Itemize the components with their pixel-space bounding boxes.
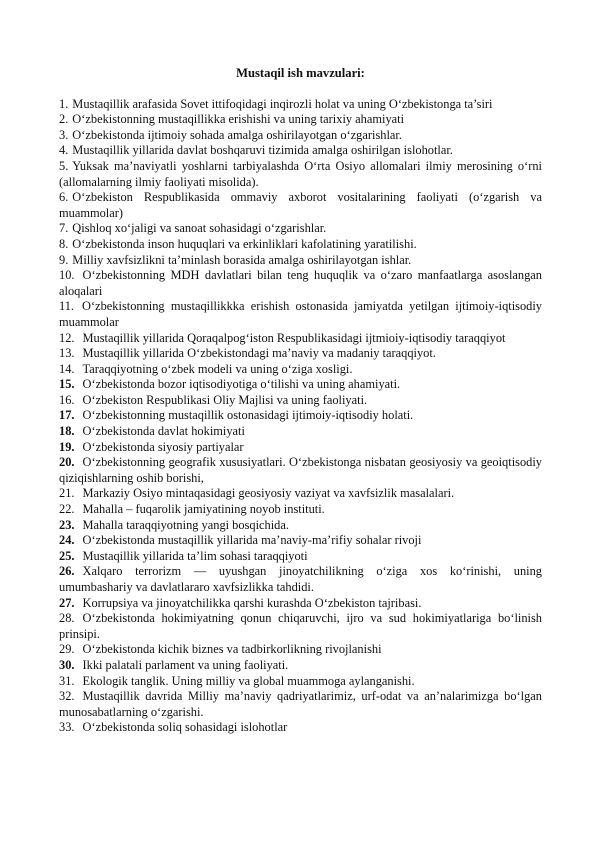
list-item — [59, 440, 542, 456]
list-item — [59, 533, 542, 549]
list-item — [59, 190, 542, 221]
item-number: 7. — [59, 221, 69, 236]
item-text: Qishloq xo‘jaligi va sanoat sohasidagi o‘zgarishlar. — [72, 221, 327, 236]
item-text: Taraqqiyotning o‘zbek modeli va uning o‘ziga xosligi. — [82, 361, 353, 376]
item-number: 3. — [59, 127, 69, 142]
list-item — [59, 611, 542, 642]
item-number: 2. — [59, 112, 69, 127]
item-text: O‘zbekistonda davlat hokimiyati — [82, 424, 245, 439]
item-number: 11. — [59, 299, 75, 314]
item-text: Mustaqillik yillarida Qoraqalpog‘iston Respublikasidagi ijtmioiy-iqtisodiy taraqqiyot — [82, 330, 506, 345]
item-number: 31. — [59, 673, 75, 688]
item-number: 32. — [59, 689, 75, 704]
topic-list — [59, 97, 542, 736]
item-text: Mustaqillik arafasida Sovet ittifoqidagi inqirozli holat va uning O‘zbekistonga ta’siri — [72, 96, 493, 111]
list-item — [59, 424, 542, 440]
item-number: 23. — [59, 517, 75, 532]
item-number: 10. — [59, 268, 75, 283]
list-item — [59, 393, 542, 409]
list-item — [59, 159, 542, 190]
item-text: Mustaqillik yillarida O‘zbekistondagi ma’naviy va madaniy taraqqiyot. — [82, 346, 436, 361]
item-text: O‘zbekistonning mustaqillik ostonasidagi ijtimoiy-iqtisodiy holati. — [82, 408, 414, 423]
item-number: 8. — [59, 236, 69, 251]
list-item — [59, 331, 542, 347]
list-item — [59, 502, 542, 518]
item-number: 15. — [59, 377, 75, 392]
item-text: Yuksak ma’naviyatli yoshlarni tarbiyalashda O‘rta Osiyo allomalari ilmiy merosining o‘rni (allomalarning ilmiy faoliyati misolida). — [59, 158, 542, 189]
list-item — [59, 268, 542, 299]
item-number: 12. — [59, 330, 75, 345]
item-text: O‘zbekistonda inson huquqlari va erkinliklari kafolatining yaratilishi. — [72, 236, 417, 251]
item-number: 9. — [59, 252, 69, 267]
item-text: O‘zbekistonning mustaqillikka erishishi va uning tarixiy ahamiyati — [72, 112, 405, 127]
item-text: O‘zbekistonning mustaqillikkka erishish ostonasida jamiyatda yetilgan ijtimoiy-iqtisodiy muammolar — [59, 299, 542, 329]
list-item — [59, 518, 542, 534]
item-number: 16. — [59, 392, 75, 407]
item-number: 18. — [59, 424, 75, 439]
list-item — [59, 689, 542, 720]
item-number: 21. — [59, 486, 75, 501]
item-text: O‘zbekistonda ijtimoiy sohada amalga oshirilayotgan o‘zgarishlar. — [72, 127, 402, 142]
item-number: 5. — [59, 158, 69, 173]
list-item — [59, 455, 542, 486]
item-number: 28. — [59, 611, 75, 626]
page-title: Mustaqil ish mavzulari: — [236, 66, 365, 80]
item-number: 4. — [59, 143, 69, 158]
list-item — [59, 143, 542, 159]
list-item — [59, 377, 542, 393]
list-item — [59, 486, 542, 502]
item-number: 33. — [59, 720, 75, 735]
item-text: O‘zbekiston Respublikasida ommaviy axborot vositalarining faoliyati (o‘zgarish va muammolar) — [59, 190, 542, 220]
item-text: O‘zbekistonda kichik biznes va tadbirkorlikning rivojlanishi — [82, 642, 382, 657]
item-text: Mahalla – fuqarolik jamiyatining noyob instituti. — [82, 502, 325, 517]
item-number: 19. — [59, 439, 75, 454]
item-text: O‘zbekistonda mustaqillik yillarida ma’naviy-ma’rifiy sohalar rivoji — [82, 533, 422, 548]
item-number: 25. — [59, 548, 75, 563]
item-text: O‘zbekistonning MDH davlatlari bilan teng huquqlik va o‘zaro manfaatlarga asoslangan aloqalari — [59, 268, 542, 298]
list-item — [59, 299, 542, 330]
item-text: Ikki palatali parlament va uning faoliyati. — [82, 657, 289, 672]
item-text: Milliy xavfsizlikni ta’minlash borasida amalga oshirilayotgan ishlar. — [72, 252, 412, 267]
item-text: O‘zbekiston Respublikasi Oliy Majlisi va uning faoliyati. — [82, 392, 368, 407]
item-number: 13. — [59, 346, 75, 361]
item-number: 30. — [59, 657, 75, 672]
list-item — [59, 253, 542, 269]
list-item — [59, 674, 542, 690]
document-page — [59, 66, 542, 736]
list-item — [59, 658, 542, 674]
item-number: 14. — [59, 361, 75, 376]
item-number: 6. — [59, 190, 69, 205]
item-text: Mustaqillik davrida Milliy ma’naviy qadriyatlarimiz, urf-odat va an’nalarimizga bo‘lgan munosabatlarning o‘zgarishi. — [59, 689, 542, 719]
item-text: O‘zbekistonda hokimiyatning qonun chiqaruvchi, ijro va sud hokimiyatlariga bo‘linish prinsipi. — [59, 611, 542, 641]
list-item — [59, 97, 542, 113]
item-number: 1. — [59, 96, 69, 111]
item-number: 22. — [59, 502, 75, 517]
item-text: Mahalla taraqqiyotning yangi bosqichida. — [82, 517, 289, 532]
item-text: Ekologik tanglik. Uning milliy va global muammoga aylanganishi. — [82, 673, 415, 688]
item-number: 24. — [59, 533, 75, 548]
item-text: O‘zbekistonning geografik xususiyatlari. O‘zbekistonga nisbatan geosiyosiy va geoiqtisodiy qiziqishlarning oshib borishi, — [59, 455, 542, 485]
list-item — [59, 221, 542, 237]
list-item — [59, 549, 542, 565]
item-text: Mustaqillik yillarida ta’lim sohasi taraqqiyoti — [82, 548, 308, 563]
item-text: Mustaqillik yillarida davlat boshqaruvi tizimida amalga oshirilgan islohotlar. — [72, 143, 453, 158]
item-number: 20. — [59, 455, 75, 470]
item-text: O‘zbekistonda bozor iqtisodiyotiga o‘tilishi va uning ahamiyati. — [82, 377, 401, 392]
list-item — [59, 112, 542, 128]
list-item — [59, 642, 542, 658]
item-text: Markaziy Osiyo mintaqasidagi geosiyosiy vaziyat va xavfsizlik masalalari. — [82, 486, 455, 501]
list-item — [59, 596, 542, 612]
list-item — [59, 408, 542, 424]
item-text: Xalqaro terrorizm — uyushgan jinoyatchilikning o‘ziga xos ko‘rinishi, uning umumbashariy va davlatlararo xavfsizlikka tahdidi. — [59, 564, 542, 594]
list-item — [59, 128, 542, 144]
list-item — [59, 720, 542, 736]
list-item — [59, 237, 542, 253]
list-item — [59, 564, 542, 595]
item-number: 17. — [59, 408, 75, 423]
item-text: O‘zbekistonda soliq sohasidagi islohotlar — [82, 720, 288, 735]
item-text: O‘zbekistonda siyosiy partiyalar — [82, 439, 244, 454]
item-number: 27. — [59, 595, 75, 610]
item-number: 26. — [59, 564, 75, 579]
item-number: 29. — [59, 642, 75, 657]
item-text: Korrupsiya va jinoyatchilikka qarshi kurashda O‘zbekiston tajribasi. — [82, 595, 422, 610]
list-item — [59, 362, 542, 378]
list-item — [59, 346, 542, 362]
